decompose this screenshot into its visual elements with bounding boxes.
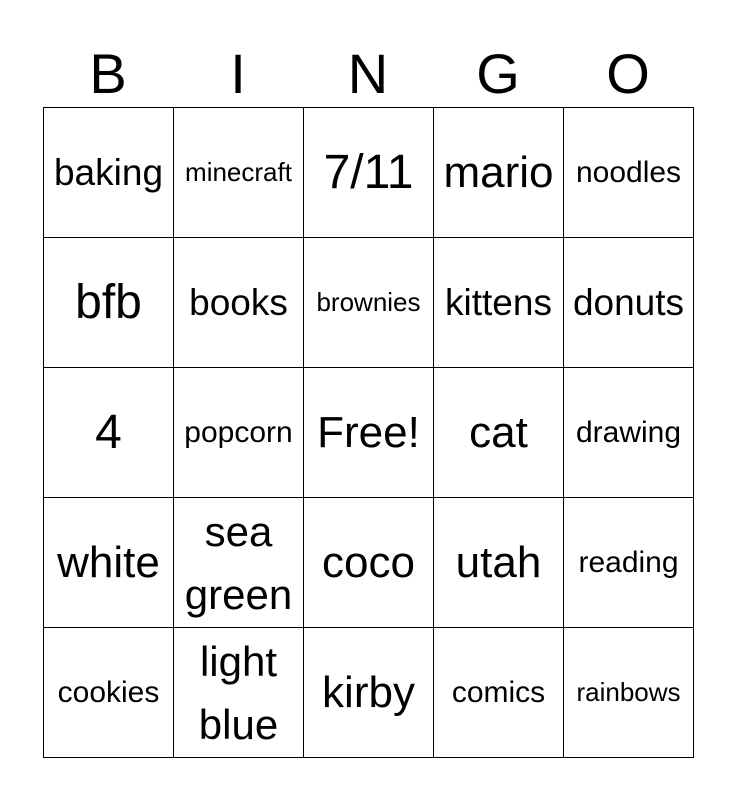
cell-text: 4 <box>95 405 122 459</box>
free-space-cell[interactable] <box>304 368 434 498</box>
bingo-cell[interactable] <box>304 238 434 368</box>
cell-text: sea green <box>184 507 293 618</box>
bingo-cell[interactable] <box>44 498 174 628</box>
cell-text: kirby <box>322 667 415 717</box>
bingo-cell[interactable] <box>174 368 304 498</box>
cell-text: coco <box>322 537 415 587</box>
bingo-cell[interactable] <box>434 628 564 758</box>
header-letter-g: G <box>476 42 520 105</box>
bingo-cell[interactable] <box>434 368 564 498</box>
bingo-cell[interactable] <box>564 498 694 628</box>
cell-text: bfb <box>75 275 142 329</box>
bingo-cell[interactable] <box>44 368 174 498</box>
bingo-cell[interactable] <box>44 628 174 758</box>
cell-text: reading <box>578 545 679 579</box>
cell-text: comics <box>451 675 546 709</box>
bingo-header <box>43 40 693 108</box>
cell-text: minecraft <box>185 156 292 187</box>
header-letter-i: I <box>230 42 246 105</box>
cell-text: 7/11 <box>323 145 414 199</box>
bingo-cell[interactable] <box>174 628 304 758</box>
bingo-cell[interactable] <box>304 108 434 238</box>
cell-text: drawing <box>575 415 682 449</box>
bingo-cell[interactable] <box>434 498 564 628</box>
cell-text: light blue <box>198 637 279 748</box>
cell-text: mario <box>443 147 554 197</box>
free-space-text: Free! <box>317 407 420 457</box>
cell-text: noodles <box>575 155 682 189</box>
cell-text: rainbows <box>576 676 681 707</box>
bingo-cell[interactable] <box>564 368 694 498</box>
bingo-cell[interactable] <box>434 108 564 238</box>
bingo-cell[interactable] <box>564 238 694 368</box>
bingo-cell[interactable] <box>304 628 434 758</box>
bingo-cell[interactable] <box>44 238 174 368</box>
cell-text: popcorn <box>184 415 293 449</box>
cell-text: white <box>57 537 160 587</box>
cell-text: cookies <box>57 675 160 709</box>
bingo-board <box>43 107 694 758</box>
cell-text: cat <box>469 407 528 457</box>
bingo-cell[interactable] <box>304 498 434 628</box>
bingo-cell[interactable] <box>564 628 694 758</box>
bingo-cell[interactable] <box>174 238 304 368</box>
cell-text: donuts <box>572 281 685 323</box>
header-letter-n: N <box>347 42 389 105</box>
cell-text: baking <box>53 151 164 193</box>
header-letter-b: B <box>89 42 127 105</box>
cell-text: books <box>189 281 288 323</box>
header-letter-o: O <box>606 42 650 105</box>
cell-text: kittens <box>445 281 552 323</box>
bingo-cell[interactable] <box>174 108 304 238</box>
bingo-cell[interactable] <box>44 108 174 238</box>
cell-text: utah <box>455 537 542 587</box>
bingo-cell[interactable] <box>434 238 564 368</box>
cell-text: brownies <box>316 286 421 317</box>
bingo-cell[interactable] <box>564 108 694 238</box>
bingo-cell[interactable] <box>174 498 304 628</box>
